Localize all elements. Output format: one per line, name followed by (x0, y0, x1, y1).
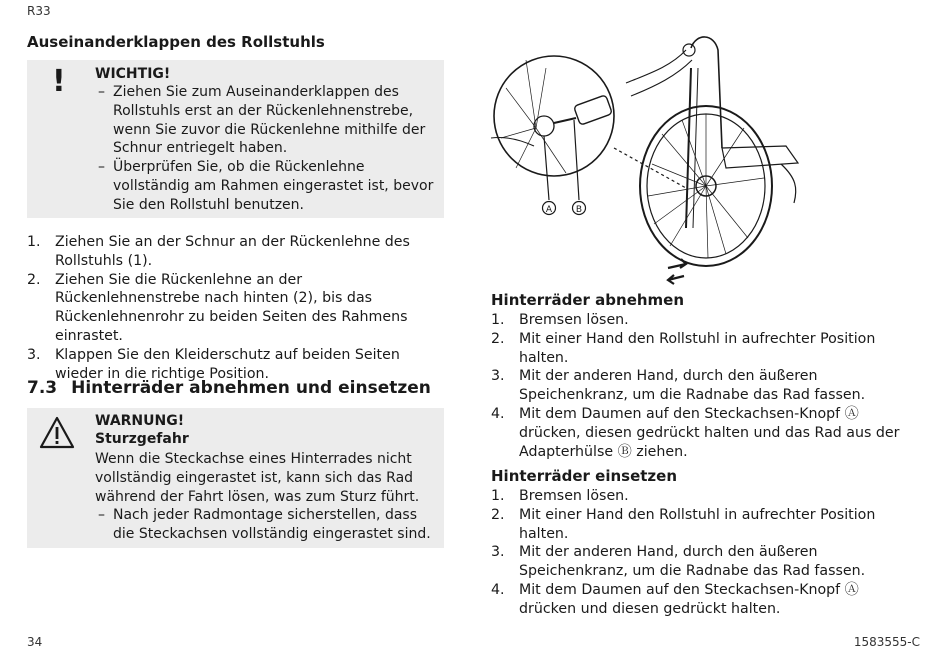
insert-steps (491, 487, 911, 619)
warning-item: – Nach jeder Radmontage sicherstellen, dass die Steckachsen vollständig eingerastet sind. (98, 507, 431, 543)
warning-subtitle: Sturzgefahr (95, 431, 189, 447)
list-item: 4. Mit dem Daumen auf den Steckachsen-Knopf Ⓐ drücken, diesen gedrückt halten und das Rad aus der Adapterhülse Ⓑ ziehen. (491, 405, 900, 460)
important-box (27, 60, 444, 218)
list-item: 3. Mit der anderen Hand, durch den äußeren Speichenkranz, um die Radnabe das Rad fassen. (491, 368, 866, 404)
remove-steps (491, 311, 911, 461)
warning-triangle-icon (39, 416, 75, 450)
section-heading: 7.3 Hinterräder abnehmen und einsetzen (27, 378, 431, 398)
important-item: – Ziehen Sie zum Auseinanderklappen des Rollstuhls erst an der Rückenlehnenstrebe, wenn Sie zuvor die Rückenlehne mithilfe der Schnur entriegelt haben. (98, 84, 426, 157)
warning-text: Wenn die Steckachse eines Hinterrades nicht vollständig eingerastet ist, kann sich das Rad während der Fahrt lösen, was zum Sturz führt. (95, 451, 420, 505)
warning-title: WARNUNG! (95, 413, 185, 429)
page-number: 34 (27, 635, 43, 649)
list-item: 3. Klappen Sie den Kleiderschutz auf beiden Seiten wieder in die richtige Position. (27, 346, 400, 382)
insert-heading: Hinterräder einsetzen (491, 467, 678, 485)
list-item: 1. Bremsen lösen. (491, 488, 629, 504)
list-item: 2. Mit einer Hand den Rollstuhl in aufrechter Position halten. (491, 330, 876, 366)
wheel-removal-illustration (486, 28, 806, 286)
list-item: 1. Ziehen Sie an der Schnur an der Rückenlehne des Rollstuhls (1). (27, 234, 410, 269)
list-item: 1. Bremsen lösen. (491, 312, 629, 328)
unfold-steps (27, 233, 447, 383)
label-b: B (575, 205, 583, 215)
label-a: A (545, 205, 553, 215)
list-item: 2. Mit einer Hand den Rollstuhl in aufrechter Position halten. (491, 506, 876, 542)
exclamation-icon: ! (52, 64, 66, 99)
warning-box (27, 408, 444, 548)
important-title: WICHTIG! (95, 66, 171, 82)
list-item: 3. Mit der anderen Hand, durch den äußeren Speichenkranz, um die Radnabe das Rad fassen. (491, 544, 866, 580)
unfold-heading: Auseinanderklappen des Rollstuhls (27, 33, 325, 51)
important-item: – Überprüfen Sie, ob die Rückenlehne vollständig am Rahmen eingerastet ist, bevor Sie den Rollstuhl benutzen. (98, 159, 434, 213)
remove-heading: Hinterräder abnehmen (491, 291, 685, 309)
header-code: R33 (27, 4, 51, 18)
document-number: 1583555-C (853, 635, 920, 649)
list-item: 4. Mit dem Daumen auf den Steckachsen-Knopf Ⓐ drücken und diesen gedrückt halten. (491, 581, 859, 617)
list-item: 2. Ziehen Sie die Rückenlehne an der Rückenlehnenstrebe nach hinten (2), bis das Rückenlehnenrohr zu beiden Seiten des Rahmens einrastet. (27, 271, 408, 344)
